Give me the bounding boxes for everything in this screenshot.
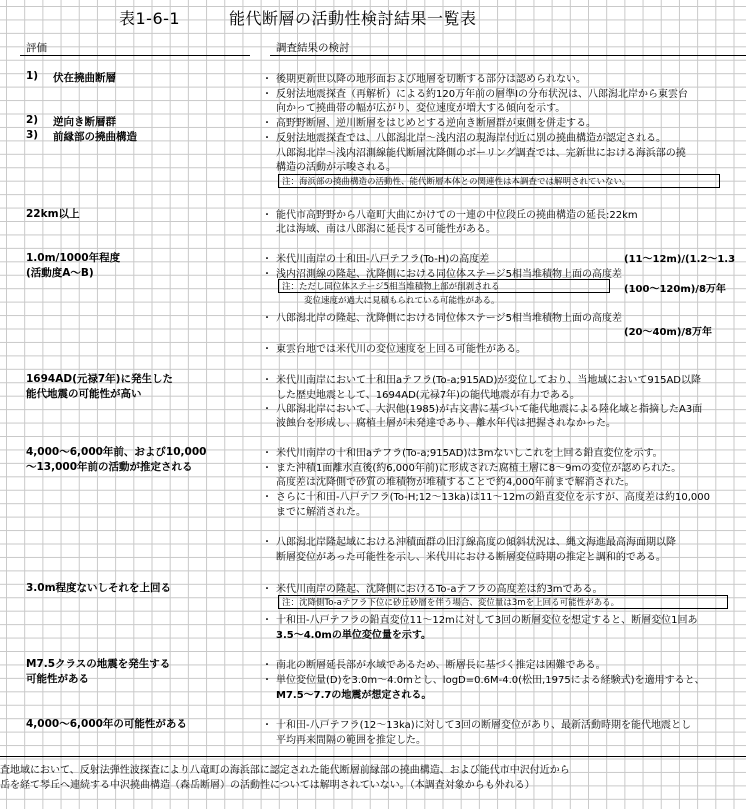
row3-item1-cont2: 構造の活動が示唆される。	[276, 162, 396, 173]
row7-item4: 八郎潟北岸隆起域における沖積面群の旧汀線高度の傾斜状況は、縄文海進最高海面期以降	[276, 537, 676, 548]
header-investigation-results: 調査結果の検討	[276, 42, 350, 54]
bullet: ・	[262, 615, 272, 626]
row7-label-line2: ～13,000年前の活動が推定される	[26, 461, 193, 473]
row7-label-line1: 4,000～6,000年前、および10,000	[26, 446, 207, 458]
footer-note-line1: 査地域において、反射法弾性波探査により八竜町の海浜部に認定された能代断層前縁部の撓曲構造、および能代市中沢付近から	[0, 765, 570, 776]
row4-item1-cont: 北は海域、南は八郎潟に延長する可能性がある。	[276, 224, 496, 235]
row9-item2: 単位変位量(D)を3.0m～4.0mとし、logD=0.6M-4.0(松田,1975による経験式)を適用すると、	[276, 675, 705, 686]
row1-number: 1)	[26, 70, 39, 82]
row9-label-line1: M7.5クラスの地震を発生する	[26, 658, 171, 670]
row7-item1: 米代川南岸の十和田aテフラ(To-a;915AD)は3mないしこれを上回る鉛直変位を示す。	[276, 448, 663, 459]
row4-item1: 能代市高野野から八竜町大曲にかけての一連の中位段丘の撓曲構造の延長:22km	[276, 210, 638, 221]
header-divider-right	[270, 55, 746, 56]
bullet: ・	[262, 313, 272, 324]
row6-label-line2: 能代地震の可能性が高い	[26, 388, 142, 400]
bullet: ・	[262, 118, 272, 129]
bullet: ・	[262, 404, 272, 415]
row5-item2: 浅内沼測線の隆起、沈降側における同位体ステージ5相当堆積物上面の高度差	[276, 269, 622, 280]
row2-label: 逆向き断層群	[53, 116, 116, 128]
row2-item1: 高野野断層、逆川断層をはじめとする逆向き断層群が東側を併走する。	[276, 118, 596, 129]
row8-item2: 十和田-八戸テフラの鉛直変位11～12mに対して3回の断層変位を想定すると、断層変位1回あ	[276, 615, 698, 626]
bullet: ・	[262, 492, 272, 503]
row5-item1-value: (11～12m)/(1.2～1.3	[624, 254, 736, 265]
row8-label: 3.0m程度ないしそれを上回る	[26, 582, 172, 594]
row6-item1-cont: した歴史地震として、1694AD(元禄7年)の能代地震が有力である。	[276, 390, 580, 401]
bullet: ・	[262, 675, 272, 686]
row7-item3: さらに十和田-八戸テフラ(To-H;12～13ka)は11～12mの鉛直変位を示すが、高度差は約10,000	[276, 492, 710, 503]
row2-number: 2)	[26, 114, 39, 126]
row7-item2: また沖積1面離水直後(約6,000年前)に形成された腐植土層に8～9mの変位が認められた。	[276, 463, 682, 474]
row5-item2-value: (100～120m)/8万年	[624, 284, 726, 295]
row5-label-line1: 1.0m/1000年程度	[26, 252, 121, 264]
row7-item4-cont: 断層変位があった可能性を示し、米代川における断層変位時期の推定と調和的である。	[276, 552, 666, 563]
bullet: ・	[262, 133, 272, 144]
row3-item1-cont1: 八郎潟北岸～浅内沼測線能代断層沈降側のボーリング調査では、完新世における海浜部の撓	[276, 148, 686, 159]
bullet: ・	[262, 537, 272, 548]
row8-item1: 米代川南岸の隆起、沈降側におけるTo-aテフラの高度差は約3mである。	[276, 584, 603, 595]
row9-item2-cont: M7.5～7.7の地震が想定される。	[276, 690, 432, 701]
header-evaluation: 評価	[26, 42, 47, 54]
bullet: ・	[262, 584, 272, 595]
row5-label-line2: (活動度A～B)	[26, 267, 94, 279]
row1-item2-cont: 向かって撓曲帯の幅が広がり、変位速度が増大する傾向を示す。	[276, 103, 566, 114]
row6-item2: 八郎潟北岸において、大沢他(1985)が古文書に基づいて能代地震による陸化域と指摘したA3面	[276, 404, 703, 415]
bullet: ・	[262, 269, 272, 280]
header-divider	[20, 55, 250, 56]
row8-note: 注：沈降側To-aテフラ下位に砂丘砂層を伴う場合、変位量は3mを上回る可能性がある。	[282, 598, 620, 608]
row8-item2-cont: 3.5～4.0mの単位変位量を示す。	[276, 630, 432, 641]
row3-item1: 反射法地震探査では、八郎潟北岸～浅内沼の現海岸付近に別の撓曲構造が認定される。	[276, 133, 666, 144]
bullet: ・	[262, 448, 272, 459]
row10-item1: 十和田-八戸テフラ(12～13ka)に対して3回の断層変位があり、最新活動時期を能代地震とし	[276, 720, 691, 731]
bullet: ・	[262, 344, 272, 355]
bullet: ・	[262, 254, 272, 265]
row5-item3: 八郎潟北岸の隆起、沈降側における同位体ステージ5相当堆積物上面の高度差	[276, 313, 622, 324]
row10-label: 4,000～6,000年の可能性がある	[26, 718, 187, 730]
row5-note1: 注：ただし同位体ステージ5相当堆積物上部が削剥される	[282, 282, 500, 292]
bullet: ・	[262, 720, 272, 731]
table-number: 表1-6-1	[119, 9, 181, 28]
bullet: ・	[262, 89, 272, 100]
row9-label-line2: 可能性がある	[26, 673, 89, 685]
bullet: ・	[262, 463, 272, 474]
row4-label: 22km以上	[26, 208, 80, 220]
row5-note2: 変位速度が過大に見積もられている可能性がある。	[304, 296, 500, 306]
row6-label-line1: 1694AD(元禄7年)に発生した	[26, 373, 173, 385]
page-title: 能代断層の活動性検討結果一覧表	[229, 9, 477, 28]
row5-item4: 東雲台地では米代川の変位速度を上回る可能性がある。	[276, 344, 526, 355]
row6-item2-cont: 波蝕台を形成し、腐植土層が未発達であり、離水年代は把握されなかった。	[276, 418, 616, 429]
row5-item1: 米代川南岸の十和田-八戸テフラ(To-H)の高度差	[276, 254, 490, 265]
bullet: ・	[262, 74, 272, 85]
row10-item1-cont: 平均再来間隔の範囲を推定した。	[276, 735, 426, 746]
row1-item1: 後期更新世以降の地形面および地層を切断する部分は認められない。	[276, 74, 586, 85]
bullet: ・	[262, 660, 272, 671]
footer-divider	[0, 756, 746, 757]
row1-label: 伏在撓曲断層	[53, 72, 116, 84]
row1-item2: 反射法地震探査（再解析）による約120万年前の層準Ⅰの分布状況は、八郎潟北岸から東雲台	[276, 89, 689, 100]
bullet: ・	[262, 210, 272, 221]
row6-item1: 米代川南岸において十和田aテフラ(To-a;915AD)が変位しており、当地域において915AD以降	[276, 375, 702, 386]
row9-item1: 南北の断層延長部が水域であるため、断層長に基づく推定は困難である。	[276, 660, 606, 671]
footer-note-line2: 岳を経て琴丘へ連続する中沢撓曲構造（森岳断層）の活動性については解明されていない。（本調査対象からも外れる）	[0, 780, 535, 791]
row3-label: 前縁部の撓曲構造	[53, 131, 137, 143]
row3-number: 3)	[26, 129, 39, 141]
row7-item3-cont: までに解消された。	[276, 507, 366, 518]
bullet: ・	[262, 375, 272, 386]
row5-item3-value: (20～40m)/8万年	[624, 327, 713, 338]
row3-note: 注：海浜部の撓曲構造の活動性、能代断層本体との関連性は本調査では解明されていない。	[282, 177, 631, 187]
row7-item2-cont: 高度差は沈降側で砂質の堆積物が堆積することで約4,000年前まで解消された。	[276, 477, 635, 488]
